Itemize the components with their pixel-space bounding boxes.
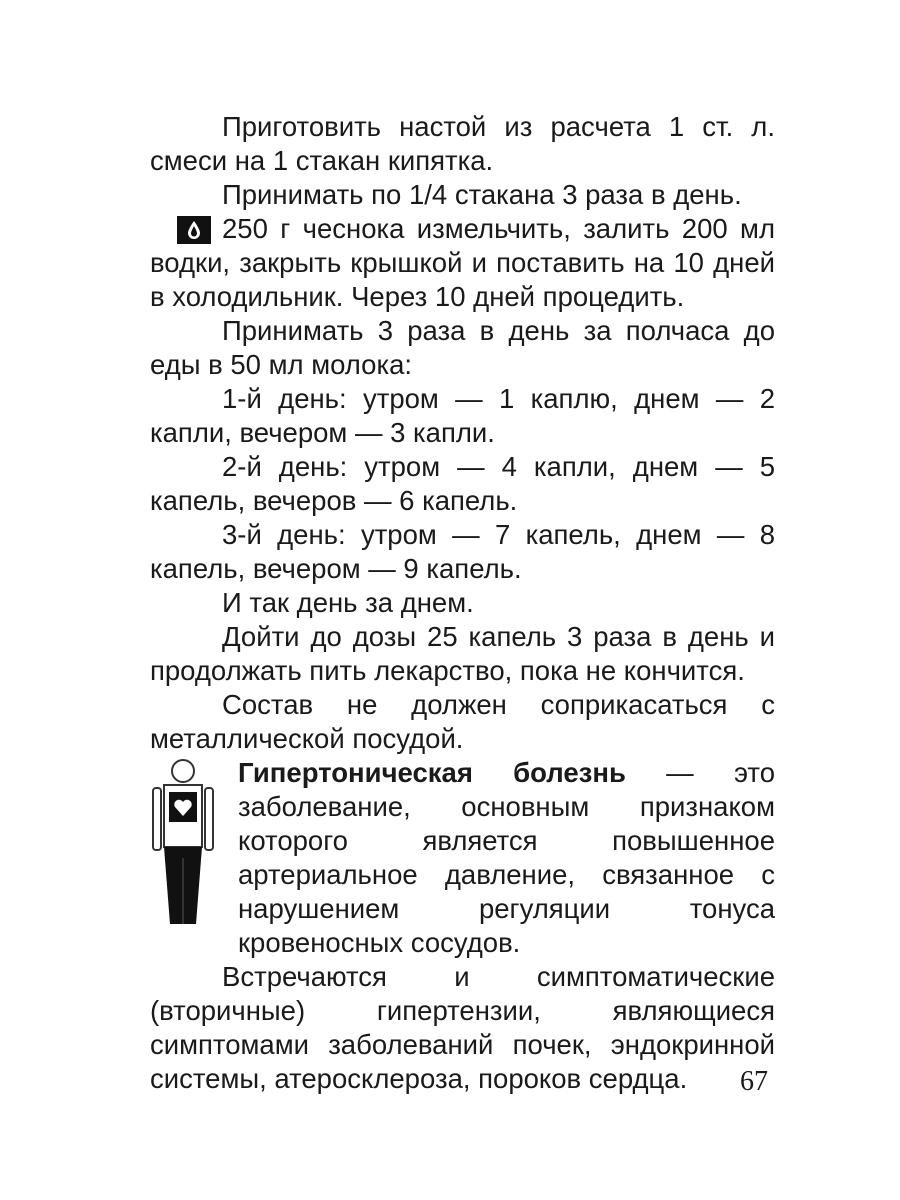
paragraph-dosage: Принимать по 1/4 стакана 3 раза в день.	[222, 179, 742, 210]
definition-body: — это заболевание, основным признаком которого является повышенное артериальное давление, связанное с нарушением регуляции тонуса кровеносных сосудов.	[238, 757, 775, 958]
hypertension-definition	[150, 756, 775, 960]
paragraph-day-1: 1-й день: утром — 1 каплю, днем — 2 капли, вечером — 3 капли.	[150, 383, 775, 448]
paragraph-metal-warning: Состав не должен соприкасаться с металлической посудой.	[150, 689, 775, 754]
paragraph-day-by-day: И так день за днем.	[222, 587, 474, 618]
paragraph-intake: Принимать 3 раза в день за полчаса до еды в 50 мл молока:	[150, 315, 775, 380]
garlic-drop-icon	[177, 216, 211, 244]
paragraph-day-3: 3-й день: утром — 7 капель, днем — 8 капель, вечером — 9 капель.	[150, 519, 775, 584]
paragraph-day-2: 2-й день: утром — 4 капли, днем — 5 капель, вечеров — 6 капель.	[150, 451, 775, 516]
human-heart-figure-icon	[150, 758, 216, 926]
definition-term: Гипертоническая болезнь	[238, 757, 626, 788]
page-number: 67	[740, 1066, 768, 1097]
definition-text	[238, 756, 775, 960]
recipe-garlic-text: 250 г чеснока измельчить, залить 200 мл водки, закрыть крышкой и поставить на 10 дней в холодильник. Через 10 дней процедить.	[150, 213, 775, 312]
paragraph-infusion: Приготовить настой из расчета 1 ст. л. смеси на 1 стакан кипятка.	[150, 111, 775, 176]
recipe-garlic	[150, 212, 775, 314]
paragraph-symptomatic: Встречаются и симптоматические (вторичные) гипертензии, являющиеся симптомами заболеваний почек, эндокринной системы, атеросклероза, пороков сердца.	[150, 961, 775, 1094]
body-text	[150, 110, 775, 1096]
paragraph-dose-25: Дойти до дозы 25 капель 3 раза в день и продолжать пить лекарство, пока не кончится.	[150, 621, 775, 686]
